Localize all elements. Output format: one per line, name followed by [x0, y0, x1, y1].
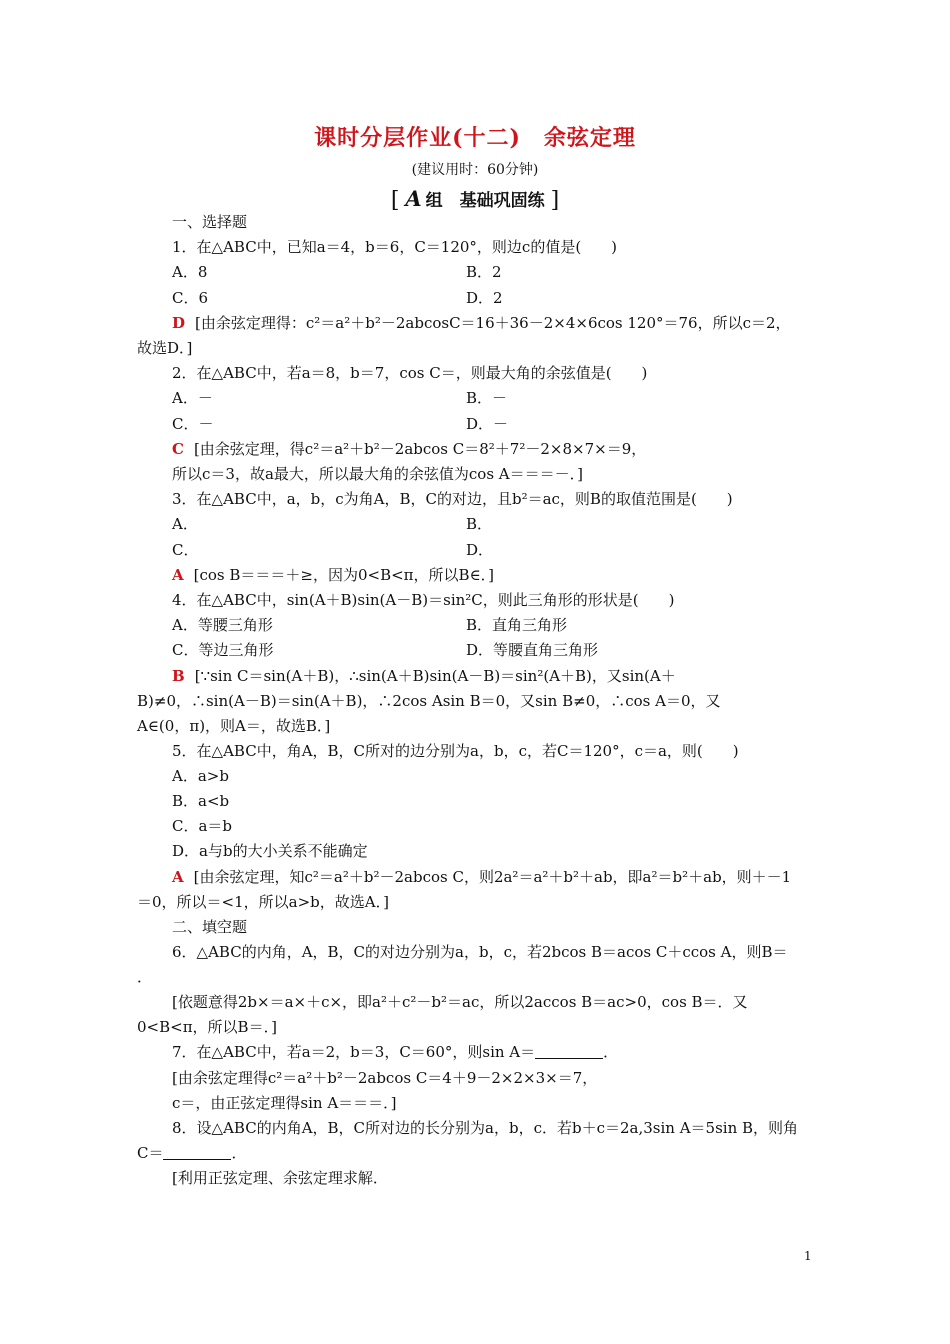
line-text: 3．在△ABC中，a，b，c为角A，B，C的对边，且b²＝ac，则B的取值范围是( )	[172, 490, 733, 508]
line-text: 6．△ABC的内角，A，B，C的对边分别为a，b，c，若2bcos B＝acos C＋ccos A，则B＝	[172, 943, 788, 961]
text-line	[172, 464, 583, 484]
text-line	[172, 288, 208, 308]
line-text: A∈(0，π)，则A＝，故选B．]	[137, 717, 331, 735]
line-text: 1．在△ABC中，已知a＝4，b＝6，C＝120°，则边c的值是( )	[172, 238, 618, 256]
section-banner	[0, 186, 950, 213]
line-text: [由余弦定理得c²＝a²＋b²－2abcos C＝4＋9－2×2×3×＝7，	[172, 1069, 598, 1087]
text-line	[172, 992, 748, 1012]
answer-blank	[535, 1044, 603, 1059]
text-line	[466, 388, 507, 408]
line-text: C．6	[172, 289, 209, 307]
line-text: B．a<b	[172, 792, 230, 810]
text-line	[172, 942, 788, 962]
text-line	[137, 338, 192, 358]
line-text: ．	[137, 968, 153, 986]
text-line	[172, 1068, 597, 1088]
answer-letter: A	[172, 868, 184, 886]
text-line	[466, 414, 508, 434]
text-line	[137, 967, 152, 987]
text-line	[172, 1042, 618, 1062]
line-text: D．a与b的大小关系不能确定	[172, 842, 368, 860]
text-line	[466, 514, 492, 534]
text-line	[466, 640, 598, 660]
text-line	[466, 288, 503, 308]
text-line	[137, 1143, 247, 1163]
page-title: 课时分层作业(十二) 余弦定理	[314, 125, 636, 151]
line-text: B)≠0，∴sin(A－B)＝sin(A＋B)，∴2cos Asin B＝0，又sin B≠0，∴cos A＝0，又	[137, 692, 721, 710]
text-line	[466, 615, 567, 635]
answer-blank	[163, 1145, 231, 1160]
line-text: A．a>b	[172, 767, 229, 785]
answer-line	[172, 867, 791, 887]
line-text: B．－	[466, 389, 508, 407]
text-line	[137, 716, 330, 736]
line-text: C．	[172, 541, 199, 559]
text-line	[172, 237, 617, 257]
line-text: C．等边三角形	[172, 641, 274, 659]
line-text: C．a＝b	[172, 817, 233, 835]
section-letter: A	[405, 186, 422, 211]
suggested-time: (建议用时：60分钟)	[411, 162, 539, 178]
line-text: D．2	[466, 289, 503, 307]
line-text: [∵sin C＝sin(A＋B)，∴sin(A＋B)sin(A－B)＝sin²(A＋B)，又sin(A＋	[194, 667, 676, 685]
text-line	[137, 691, 721, 711]
line-text: 所以c＝3，故a最大，所以最大角的余弦值为cos A＝＝＝－．]	[172, 465, 583, 483]
line-text: ＝0，所以＝<1，所以a>b，故选A．]	[137, 893, 389, 911]
line-text: A．8	[172, 263, 208, 281]
text-line	[172, 841, 368, 861]
text-line	[172, 212, 247, 232]
answer-letter: D	[172, 314, 186, 332]
line-text: C．－	[172, 415, 214, 433]
section-label: 组 基础巩固练	[425, 191, 545, 211]
line-text: c＝，由正弦定理得sin A＝＝＝．]	[172, 1094, 397, 1112]
text-line	[172, 1093, 397, 1113]
text-line	[172, 816, 232, 836]
line-text: 5．在△ABC中，角A，B，C所对的边分别为a，b，c，若C＝120°，c＝a，则( )	[172, 742, 739, 760]
line-text: 二、填空题	[172, 918, 248, 936]
text-line	[172, 363, 647, 383]
line-text: [由余弦定理，得c²＝a²＋b²－2abcos C＝8²＋7²－2×8×7×＝9，	[193, 440, 647, 458]
line-text: 8．设△ABC的内角A，B，C所对边的长分别为a，b，c．若b＋c＝2a,3sin A＝5sin B，则角	[172, 1119, 799, 1137]
line-text: B．直角三角形	[466, 616, 568, 634]
line-text: A．等腰三角形	[172, 616, 273, 634]
line-text: [依题意得2b×＝a×＋c×，即a²＋c²－b²＝ac，所以2accos B＝ac>0，cos B＝．又	[172, 993, 748, 1011]
line-text: D．	[466, 541, 494, 559]
line-text: D．等腰直角三角形	[466, 641, 599, 659]
line-text: B．	[466, 515, 493, 533]
page-number: 1	[804, 1249, 812, 1263]
line-text-after: ．	[231, 1144, 247, 1162]
line-text: 4．在△ABC中，sin(A＋B)sin(A－B)＝sin²C，则此三角形的形状是( )	[172, 591, 675, 609]
bracket-right: ]	[550, 188, 560, 213]
text-line	[172, 741, 739, 761]
answer-letter: B	[172, 667, 185, 685]
answer-line	[172, 439, 646, 459]
line-text: D．－	[466, 415, 509, 433]
line-text: A．－	[172, 389, 213, 407]
text-line	[172, 766, 229, 786]
text-line	[172, 262, 207, 282]
bracket-left: [	[390, 188, 400, 213]
line-text-after: ．	[603, 1043, 619, 1061]
text-line	[172, 1168, 388, 1188]
text-line	[172, 791, 229, 811]
answer-line	[172, 565, 494, 585]
line-text: 一、选择题	[172, 213, 248, 231]
answer-letter: C	[172, 440, 184, 458]
answer-line	[172, 666, 676, 686]
line-text: [由余弦定理得：c²＝a²＋b²－2abcosC＝16＋36－2×4×6cos 120°＝76，所以c＝2，	[195, 314, 791, 332]
text-line	[172, 414, 213, 434]
text-line	[137, 892, 389, 912]
text-line	[172, 640, 273, 660]
line-text: 故选D．]	[137, 339, 193, 357]
text-line	[172, 540, 198, 560]
line-text: [cos B＝＝＝＋≥，因为0<B<π，所以B∈．]	[193, 566, 495, 584]
answer-line	[172, 313, 791, 333]
text-line	[172, 590, 674, 610]
line-text: [利用正弦定理、余弦定理求解．	[172, 1169, 388, 1187]
line-text: C＝	[137, 1144, 164, 1162]
line-text: 0<B<π，所以B＝．]	[137, 1018, 277, 1036]
text-line	[137, 1017, 277, 1037]
line-text: 2．在△ABC中，若a＝8，b＝7，cos C＝，则最大角的余弦值是( )	[172, 364, 648, 382]
line-text: B．2	[466, 263, 502, 281]
line-text: [由余弦定理，知c²＝a²＋b²－2abcos C，则2a²＝a²＋b²＋ab，即a²＝b²＋ab，则＋－1	[193, 868, 792, 886]
text-line	[172, 615, 273, 635]
text-line	[172, 917, 247, 937]
line-text: 7．在△ABC中，若a＝2，b＝3，C＝60°，则sin A＝	[172, 1043, 536, 1061]
text-line	[466, 540, 493, 560]
text-line	[172, 514, 198, 534]
text-line	[466, 262, 502, 282]
text-line	[172, 489, 733, 509]
answer-letter: A	[172, 566, 184, 584]
text-line	[172, 1118, 798, 1138]
line-text: A．	[172, 515, 198, 533]
text-line	[172, 388, 213, 408]
